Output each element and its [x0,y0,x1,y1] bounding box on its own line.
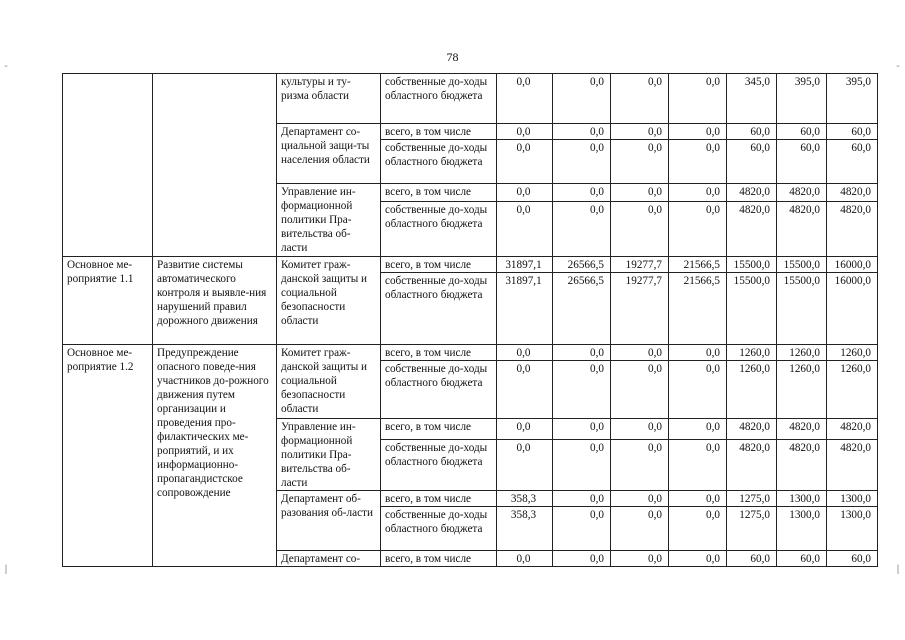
description-cell: Предупреждение опасного поведе-ния участников до-рожного движения путем организации и проведения про-филактических ме-роприятий, и их информационно-пропагандистское сопровождение [153,345,277,567]
program-cell [63,74,153,257]
value-cell: 1260,0 [777,361,827,419]
value-cell: 0,0 [611,551,669,567]
value-cell: 358,3 [497,507,553,551]
value-cell: 1260,0 [727,345,777,361]
value-cell: 0,0 [611,419,669,440]
value-cell: 345,0 [727,74,777,124]
source-cell: собственные до-ходы областного бюджета [381,74,497,124]
description-cell: Развитие системы автоматического контроля и выявле-ния нарушений правил дорожного движения [153,257,277,345]
value-cell: 4820,0 [727,439,777,490]
value-cell: 0,0 [497,551,553,567]
value-cell: 0,0 [669,551,727,567]
source-cell: собственные до-ходы областного бюджета [381,202,497,257]
source-cell: собственные до-ходы областного бюджета [381,361,497,419]
right-margin-mark: - [895,62,902,73]
table-row [63,257,878,273]
executor-cell: Комитет граж-данской защиты и социальной безопасности области [277,257,381,345]
value-cell: 0,0 [669,124,727,140]
value-cell: 0,0 [611,124,669,140]
value-cell: 15500,0 [727,257,777,273]
value-cell: 1260,0 [777,345,827,361]
value-cell: 21566,5 [669,273,727,345]
value-cell: 0,0 [553,140,611,184]
budget-table [62,73,878,567]
value-cell: 0,0 [669,439,727,490]
value-cell: 15500,0 [727,273,777,345]
description-cell [153,74,277,257]
value-cell: 0,0 [497,361,553,419]
value-cell: 395,0 [827,74,878,124]
source-cell: всего, в том числе [381,257,497,273]
value-cell: 0,0 [553,361,611,419]
value-cell: 0,0 [553,74,611,124]
value-cell: 4820,0 [777,419,827,440]
executor-cell: Департамент со-циальной защи-ты населения области [277,124,381,184]
value-cell: 0,0 [553,491,611,507]
value-cell: 60,0 [727,124,777,140]
value-cell: 1275,0 [727,491,777,507]
source-cell: всего, в том числе [381,491,497,507]
value-cell: 4820,0 [777,439,827,490]
value-cell: 60,0 [727,140,777,184]
left-margin-mark: - [3,62,10,73]
value-cell: 4820,0 [777,184,827,202]
value-cell: 0,0 [669,345,727,361]
program-cell: Основное ме-роприятие 1.2 [63,345,153,567]
value-cell: 4820,0 [727,202,777,257]
value-cell: 0,0 [611,439,669,490]
value-cell: 31897,1 [497,273,553,345]
left-margin-mark: | [3,565,10,576]
value-cell: 60,0 [827,140,878,184]
value-cell: 31897,1 [497,257,553,273]
value-cell: 1260,0 [827,361,878,419]
executor-cell: Департамент об-разования об-ласти [277,491,381,551]
value-cell: 0,0 [669,419,727,440]
executor-cell: Управление ин-формационной политики Пра-вительства об-ласти [277,184,381,257]
table-row [63,74,878,124]
value-cell: 1260,0 [827,345,878,361]
value-cell: 60,0 [777,124,827,140]
executor-cell: Комитет граж-данской защиты и социальной безопасности области [277,345,381,419]
value-cell: 0,0 [611,345,669,361]
value-cell: 1275,0 [727,507,777,551]
source-cell: собственные до-ходы областного бюджета [381,507,497,551]
value-cell: 16000,0 [827,273,878,345]
value-cell: 0,0 [497,439,553,490]
value-cell: 0,0 [497,419,553,440]
value-cell: 0,0 [553,551,611,567]
value-cell: 0,0 [669,184,727,202]
value-cell: 4820,0 [827,202,878,257]
value-cell: 0,0 [611,74,669,124]
value-cell: 19277,7 [611,257,669,273]
value-cell: 4820,0 [827,419,878,440]
value-cell: 60,0 [727,551,777,567]
value-cell: 0,0 [497,74,553,124]
source-cell: всего, в том числе [381,124,497,140]
value-cell: 0,0 [497,140,553,184]
value-cell: 0,0 [553,419,611,440]
value-cell: 0,0 [553,439,611,490]
value-cell: 0,0 [669,507,727,551]
value-cell: 26566,5 [553,273,611,345]
value-cell: 0,0 [553,202,611,257]
executor-cell: Управление ин-формационной политики Пра-вительства об-ласти [277,419,381,491]
source-cell: собственные до-ходы областного бюджета [381,439,497,490]
value-cell: 0,0 [553,124,611,140]
source-cell: собственные до-ходы областного бюджета [381,140,497,184]
value-cell: 60,0 [777,140,827,184]
value-cell: 4820,0 [727,419,777,440]
value-cell: 0,0 [497,202,553,257]
value-cell: 0,0 [553,507,611,551]
value-cell: 0,0 [497,345,553,361]
value-cell: 4820,0 [777,202,827,257]
value-cell: 0,0 [497,124,553,140]
value-cell: 4820,0 [727,184,777,202]
value-cell: 0,0 [497,184,553,202]
value-cell: 0,0 [669,74,727,124]
program-cell: Основное ме-роприятие 1.1 [63,257,153,345]
value-cell: 0,0 [553,345,611,361]
value-cell: 0,0 [611,361,669,419]
source-cell: всего, в том числе [381,419,497,440]
value-cell: 395,0 [777,74,827,124]
value-cell: 0,0 [669,361,727,419]
source-cell: всего, в том числе [381,345,497,361]
value-cell: 0,0 [611,184,669,202]
value-cell: 15500,0 [777,257,827,273]
value-cell: 26566,5 [553,257,611,273]
value-cell: 1260,0 [727,361,777,419]
value-cell: 4820,0 [827,184,878,202]
value-cell: 0,0 [669,491,727,507]
value-cell: 16000,0 [827,257,878,273]
value-cell: 60,0 [827,124,878,140]
value-cell: 15500,0 [777,273,827,345]
value-cell: 0,0 [611,491,669,507]
value-cell: 0,0 [553,184,611,202]
source-cell: всего, в том числе [381,551,497,567]
value-cell: 358,3 [497,491,553,507]
value-cell: 1300,0 [827,491,878,507]
executor-cell: Департамент со- [277,551,381,567]
value-cell: 0,0 [669,202,727,257]
executor-cell: культуры и ту-ризма области [277,74,381,124]
value-cell: 1300,0 [827,507,878,551]
value-cell: 4820,0 [827,439,878,490]
right-margin-mark: | [895,565,902,576]
source-cell: собственные до-ходы областного бюджета [381,273,497,345]
value-cell: 0,0 [611,507,669,551]
value-cell: 60,0 [777,551,827,567]
value-cell: 21566,5 [669,257,727,273]
value-cell: 60,0 [827,551,878,567]
source-cell: всего, в том числе [381,184,497,202]
value-cell: 0,0 [611,140,669,184]
page-number: 78 [446,50,459,64]
value-cell: 1300,0 [777,507,827,551]
value-cell: 0,0 [611,202,669,257]
value-cell: 19277,7 [611,273,669,345]
value-cell: 1300,0 [777,491,827,507]
table-row [63,345,878,361]
value-cell: 0,0 [669,140,727,184]
